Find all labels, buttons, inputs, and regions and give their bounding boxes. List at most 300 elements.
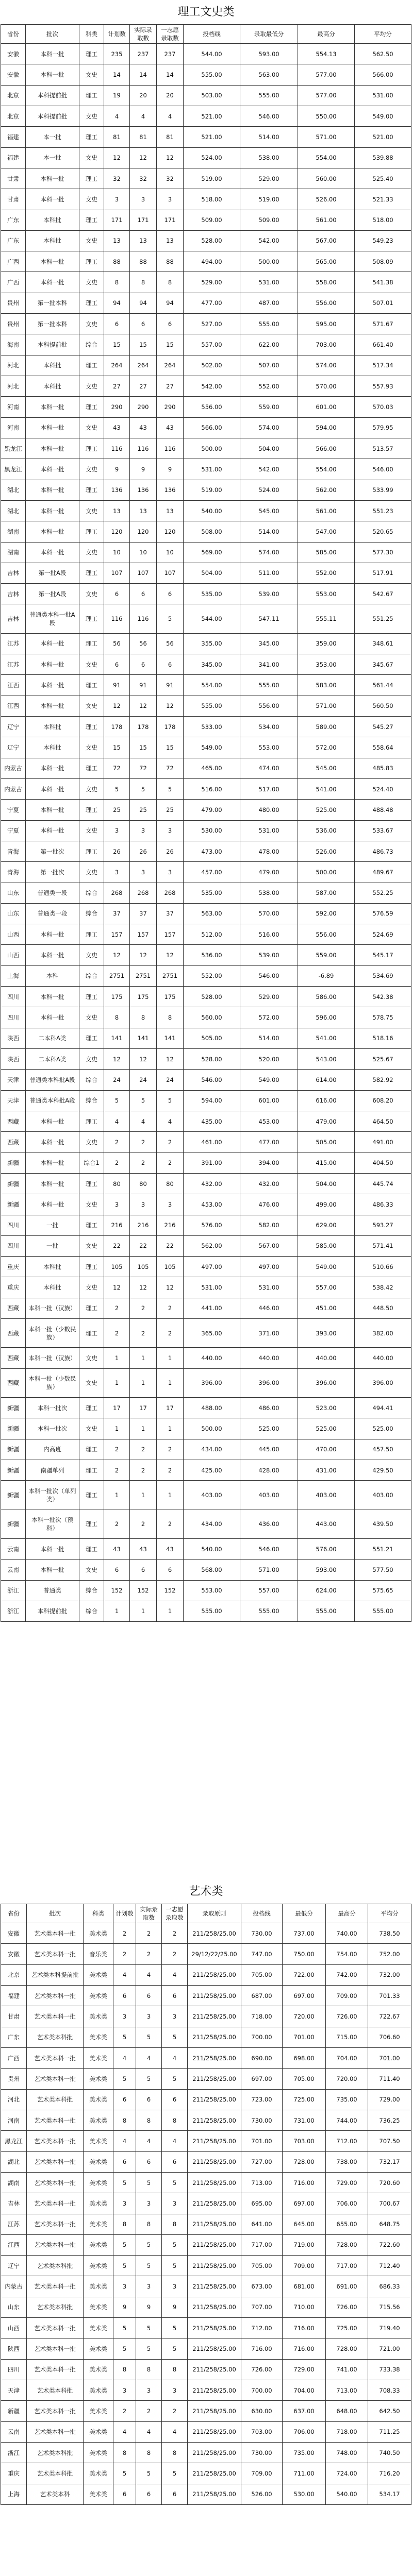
table-cell: 文史 xyxy=(79,459,104,480)
table-cell: 508.09 xyxy=(355,251,411,272)
table-cell: 715.00 xyxy=(326,2027,368,2047)
table-cell: 715.56 xyxy=(368,2297,411,2317)
table-cell: 2 xyxy=(136,1944,162,1964)
table-cell: 81 xyxy=(130,127,157,147)
table-cell: 1 xyxy=(157,1348,184,1368)
table-cell: 728.00 xyxy=(283,2151,326,2172)
table-cell: 56 xyxy=(157,633,184,654)
table-cell: 701.00 xyxy=(368,2048,411,2069)
table-row xyxy=(1,64,411,85)
table-cell: 文史 xyxy=(79,945,104,965)
table-cell: 19 xyxy=(104,85,130,106)
table-cell: 6 xyxy=(157,654,184,675)
table-cell: 3 xyxy=(113,2193,136,2214)
table-cell: 美术类 xyxy=(84,2234,113,2255)
table-cell: 539.00 xyxy=(240,945,298,965)
table-cell: 26 xyxy=(130,841,157,861)
table-cell: 5 xyxy=(136,2338,162,2359)
table-cell: 525.40 xyxy=(355,168,411,189)
table-cell: 556.00 xyxy=(240,696,298,716)
table-cell: 432.00 xyxy=(240,1173,298,1194)
table-cell: 文史 xyxy=(79,1277,104,1298)
table-cell: 211/258/25.00 xyxy=(188,2276,241,2297)
table-cell: 216 xyxy=(130,1215,157,1235)
table-cell: 494.00 xyxy=(184,251,240,272)
table-cell: 1 xyxy=(104,1418,130,1439)
table-cell: 561.00 xyxy=(298,500,355,521)
table-cell: 403.00 xyxy=(298,1481,355,1510)
table-cell: 4 xyxy=(162,2421,188,2442)
table-cell: 13 xyxy=(130,230,157,251)
table-cell: 440.00 xyxy=(355,1348,411,1368)
table-cell: 江西 xyxy=(1,675,26,696)
table-cell: 555.11 xyxy=(298,604,355,633)
table-cell: 499.00 xyxy=(298,1194,355,1215)
table-cell: 32 xyxy=(157,168,184,189)
table-cell: 178 xyxy=(104,717,130,737)
table-cell: 理工 xyxy=(79,251,104,272)
table-cell: 107 xyxy=(157,563,184,583)
table-cell: 211/258/25.00 xyxy=(188,2380,241,2401)
table-cell: 艺术类本科一批 xyxy=(27,2172,84,2193)
table-cell: 533.99 xyxy=(355,480,411,500)
table-cell: 2 xyxy=(130,1439,157,1460)
table-row xyxy=(1,210,411,230)
table-cell: 393.00 xyxy=(298,1319,355,1348)
table-cell: 2 xyxy=(130,1319,157,1348)
table-cell: 12 xyxy=(130,1277,157,1298)
table-cell: 211/258/25.00 xyxy=(188,2401,241,2421)
table-cell: 536.00 xyxy=(184,945,240,965)
table-row xyxy=(1,1194,411,1215)
table-cell: 175 xyxy=(104,987,130,1007)
table-cell: 理工 xyxy=(79,717,104,737)
table-cell: 本科批 xyxy=(26,355,79,376)
table-cell: 729.00 xyxy=(326,2172,368,2193)
table-cell: 558.00 xyxy=(298,272,355,293)
table-cell: 本科一批 xyxy=(26,44,79,64)
table-row xyxy=(1,1398,411,1418)
table-cell: 本科一批次 xyxy=(26,1418,79,1439)
table-cell: 738.50 xyxy=(368,1923,411,1944)
table-cell: 3 xyxy=(130,820,157,841)
table-cell: 本科一批 xyxy=(26,397,79,417)
table-cell: 141 xyxy=(104,1028,130,1048)
table-cell: 542.00 xyxy=(240,230,298,251)
table-cell: 5 xyxy=(162,2338,188,2359)
table-cell: 72 xyxy=(130,758,157,778)
table-cell: 641.00 xyxy=(241,2214,283,2234)
table-cell: 美术类 xyxy=(84,2131,113,2151)
table-cell: 新疆 xyxy=(1,1439,26,1460)
table-cell: 737.00 xyxy=(283,1923,326,1944)
table-cell: 艺术类本科批 xyxy=(27,2027,84,2047)
table-cell: 6 xyxy=(104,314,130,334)
table-cell: 艺术类本科一批 xyxy=(27,2359,84,2380)
table-row xyxy=(1,85,411,106)
table-cell: 美术类 xyxy=(84,2214,113,2234)
table-cell: 80 xyxy=(130,1173,157,1194)
table-cell: 6 xyxy=(130,584,157,604)
table-cell: 黑龙江 xyxy=(1,459,26,480)
table-cell: 艺术类本科批 xyxy=(27,2463,84,2484)
table-row xyxy=(1,127,411,147)
table-cell: 539.00 xyxy=(240,584,298,604)
table-cell: 578.75 xyxy=(355,1007,411,1028)
table-cell: 724.00 xyxy=(326,2463,368,2484)
table-cell: 本科一批 xyxy=(26,168,79,189)
table-header-row xyxy=(1,1904,411,1923)
table-cell: 辽宁 xyxy=(1,717,26,737)
table-cell: 文史 xyxy=(79,1348,104,1368)
column-header: 批次 xyxy=(26,25,79,44)
table-cell: 2 xyxy=(104,1319,130,1348)
table-cell: 711.00 xyxy=(283,2463,326,2484)
table-cell: 普通类一段 xyxy=(26,903,79,924)
table-cell: 1 xyxy=(157,1601,184,1621)
table-cell: 四川 xyxy=(1,1007,26,1028)
table-row xyxy=(1,1028,411,1048)
table-cell: 382.00 xyxy=(355,1319,411,1348)
table-cell: 595.00 xyxy=(298,314,355,334)
table-cell: 637.00 xyxy=(283,2401,326,2421)
table-cell: 4 xyxy=(157,1111,184,1131)
table-cell: 5 xyxy=(162,2318,188,2338)
table-cell: 山东 xyxy=(1,883,26,903)
table-cell: 136 xyxy=(130,480,157,500)
table-cell: 艺术类本科提前批 xyxy=(27,1964,84,1985)
table-cell: 理工 xyxy=(79,293,104,313)
table-cell: 理工 xyxy=(79,210,104,230)
table-cell: 艺术类本科一批 xyxy=(27,2048,84,2069)
table-cell: 171 xyxy=(104,210,130,230)
table-cell: 541.00 xyxy=(298,1028,355,1048)
table-cell: 538.00 xyxy=(240,147,298,168)
table-cell: 211/258/25.00 xyxy=(188,2463,241,2484)
column-header: 录取原则 xyxy=(188,1904,241,1923)
table-row xyxy=(1,521,411,542)
table-cell: 359.00 xyxy=(298,633,355,654)
column-header: 平均分 xyxy=(355,25,411,44)
table-cell: 湖南 xyxy=(1,521,26,542)
table-cell: 432.00 xyxy=(184,1173,240,1194)
table-cell: 河北 xyxy=(1,355,26,376)
table-cell: 西藏 xyxy=(1,1298,26,1318)
table-row xyxy=(1,2131,411,2151)
table-row xyxy=(1,459,411,480)
table-cell: 4 xyxy=(113,1964,136,1985)
table-cell: 5 xyxy=(162,2256,188,2276)
table-cell: 理工 xyxy=(79,1215,104,1235)
table-cell: 396.00 xyxy=(240,1368,298,1397)
table-cell: 3 xyxy=(104,862,130,883)
table-cell: 524.00 xyxy=(240,480,298,500)
table-cell: 5 xyxy=(113,2256,136,2276)
table-cell: 江苏 xyxy=(1,654,26,675)
table-cell: 549.00 xyxy=(240,1070,298,1090)
table-row xyxy=(1,883,411,903)
table-cell: 美术类 xyxy=(84,2151,113,2172)
table-cell: 4 xyxy=(104,106,130,126)
column-header: 最高分 xyxy=(326,1904,368,1923)
table-cell: 507.01 xyxy=(355,293,411,313)
table-cell: 464.50 xyxy=(355,1111,411,1131)
table-cell: 海南 xyxy=(1,334,26,355)
table-row xyxy=(1,168,411,189)
column-header: 一志愿录取数 xyxy=(162,1904,188,1923)
table-cell: 3 xyxy=(136,2006,162,2027)
table-cell: 艺术类本科一批 xyxy=(27,2276,84,2297)
table-cell: 西藏 xyxy=(1,1368,26,1397)
table-cell: 26 xyxy=(157,841,184,861)
table-cell: 453.00 xyxy=(184,1194,240,1215)
table-cell: 519.00 xyxy=(184,480,240,500)
table-cell: 557.93 xyxy=(355,376,411,397)
table-cell: 582.92 xyxy=(355,1070,411,1090)
table-cell: 726.00 xyxy=(326,2006,368,2027)
table-cell: 美术类 xyxy=(84,2338,113,2359)
table-row xyxy=(1,1510,411,1538)
column-header: 投档线 xyxy=(184,25,240,44)
column-header: 投档线 xyxy=(241,1904,283,1923)
table-cell: 3 xyxy=(130,1194,157,1215)
table-cell: 6 xyxy=(136,1986,162,2006)
table-cell: 2 xyxy=(157,1298,184,1318)
table-cell: 普通类本科批A段 xyxy=(26,1070,79,1090)
table-cell: 583.00 xyxy=(298,675,355,696)
table-cell: 12 xyxy=(130,696,157,716)
table-cell: 新疆 xyxy=(1,1173,26,1194)
table-cell: 136 xyxy=(157,480,184,500)
table-row xyxy=(1,1153,411,1173)
table-cell: 561.00 xyxy=(298,210,355,230)
table-cell: 713.00 xyxy=(326,2380,368,2401)
table-cell: 河南 xyxy=(1,417,26,438)
table-cell: 8 xyxy=(104,272,130,293)
table-cell: 491.00 xyxy=(355,1132,411,1153)
table-row xyxy=(1,1481,411,1510)
table-cell: 541.38 xyxy=(355,272,411,293)
table-cell: 441.00 xyxy=(184,1298,240,1318)
table-cell: 710.00 xyxy=(283,2297,326,2317)
table-cell: 理工 xyxy=(79,1257,104,1277)
table-cell: 山西 xyxy=(1,924,26,945)
table-cell: 520.00 xyxy=(240,1049,298,1070)
table-cell: 10 xyxy=(104,542,130,563)
table-cell: 524.00 xyxy=(184,147,240,168)
table-cell: 2 xyxy=(162,1944,188,1964)
column-header: 批次 xyxy=(27,1904,84,1923)
table-cell: 12 xyxy=(157,696,184,716)
table-cell: 艺术类本科一批 xyxy=(27,2234,84,2255)
table-cell: 云南 xyxy=(1,1560,26,1580)
table-cell: 91 xyxy=(130,675,157,696)
table-cell: 8 xyxy=(113,2110,136,2130)
table-cell: 艺术类本科一批 xyxy=(27,2069,84,2089)
table-cell: 文史 xyxy=(79,820,104,841)
table-cell: 4 xyxy=(162,2048,188,2069)
table-cell: 505.00 xyxy=(298,1132,355,1153)
table-cell: 722.60 xyxy=(368,2234,411,2255)
table-cell: 6 xyxy=(113,2484,136,2504)
table-cell: 752.00 xyxy=(368,1944,411,1964)
table-cell: 12 xyxy=(104,945,130,965)
table-cell: 10 xyxy=(157,542,184,563)
table-cell: 天津 xyxy=(1,1070,26,1090)
table-cell: 本科提前批 xyxy=(26,334,79,355)
table-cell: 557.00 xyxy=(184,334,240,355)
table-cell: 571.00 xyxy=(298,127,355,147)
table-cell: 2 xyxy=(157,1132,184,1153)
table-cell: 8 xyxy=(162,2359,188,2380)
table-cell: 477.00 xyxy=(240,1132,298,1153)
table-cell: 本科一批 xyxy=(26,1194,79,1215)
table-cell: 理工 xyxy=(79,841,104,861)
table-row xyxy=(1,272,411,293)
table-cell: 广东 xyxy=(1,210,26,230)
table-cell: 甘肃 xyxy=(1,2006,27,2027)
table-cell: 741.00 xyxy=(326,2359,368,2380)
table-cell: 文史 xyxy=(79,584,104,604)
table-cell: 本科一批 xyxy=(26,1007,79,1028)
table-cell: 8 xyxy=(104,1007,130,1028)
table-cell: 211/258/25.00 xyxy=(188,2297,241,2317)
table-cell: 15 xyxy=(157,737,184,758)
table-cell: 88 xyxy=(104,251,130,272)
table-cell: 内蒙古 xyxy=(1,778,26,799)
table-cell: 594.00 xyxy=(298,417,355,438)
table-cell: 艺术类本科一批 xyxy=(27,2214,84,2234)
table-cell: 5 xyxy=(136,2172,162,2193)
table-cell: 湖北 xyxy=(1,2151,27,2172)
table-row xyxy=(1,2463,411,2484)
table-cell: 新疆 xyxy=(1,1481,26,1510)
column-header: 最低分 xyxy=(283,1904,326,1923)
table-cell: 理工 xyxy=(79,521,104,542)
table-cell: 2 xyxy=(130,1132,157,1153)
table-cell: 476.00 xyxy=(240,1194,298,1215)
table-cell: 703.00 xyxy=(283,2131,326,2151)
table-cell: 文史 xyxy=(79,64,104,85)
table-cell: 理工 xyxy=(79,1481,104,1510)
table-row xyxy=(1,1319,411,1348)
table-cell: 浙江 xyxy=(1,1580,26,1601)
table-row xyxy=(1,2276,411,2297)
table-cell: 3 xyxy=(130,189,157,210)
table-cell: 综合 xyxy=(79,1090,104,1111)
table-row xyxy=(1,293,411,313)
table-cell: 湖北 xyxy=(1,500,26,521)
table-cell: 艺术类本科批 xyxy=(27,2442,84,2463)
table-cell: 431.00 xyxy=(298,1460,355,1480)
table-cell: 453.00 xyxy=(240,1111,298,1131)
table-cell: 716.00 xyxy=(283,2172,326,2193)
table-cell: 507.00 xyxy=(240,355,298,376)
table-cell: 17 xyxy=(104,1398,130,1418)
table-row xyxy=(1,1368,411,1397)
table-cell: 本科提前批 xyxy=(26,85,79,106)
table-cell: 艺术类本科一批 xyxy=(27,2401,84,2421)
table-cell: 理工 xyxy=(79,1173,104,1194)
table-cell: 560.50 xyxy=(355,696,411,716)
table-cell: 8 xyxy=(113,2442,136,2463)
table-cell: 500.00 xyxy=(298,862,355,883)
art-section-title: 艺术类 xyxy=(189,1885,223,1899)
table-cell: 福建 xyxy=(1,1986,27,2006)
table-cell: 556.00 xyxy=(184,397,240,417)
table-cell: 116 xyxy=(130,604,157,633)
table-cell: 15 xyxy=(104,334,130,355)
table-cell: 712.40 xyxy=(368,2256,411,2276)
table-cell: 105 xyxy=(130,1257,157,1277)
table-cell: 521.00 xyxy=(184,127,240,147)
table-cell: 559.00 xyxy=(298,945,355,965)
table-cell: 43 xyxy=(104,417,130,438)
table-cell: 4 xyxy=(113,2048,136,2069)
table-cell: 8 xyxy=(130,1007,157,1028)
table-cell: 709.00 xyxy=(326,1986,368,2006)
column-header: 科类 xyxy=(84,1904,113,1923)
table-cell: 4 xyxy=(157,106,184,126)
table-cell: 理工 xyxy=(79,127,104,147)
table-cell: 25 xyxy=(130,800,157,820)
table-cell: 72 xyxy=(157,758,184,778)
table-cell: 本科一批 xyxy=(26,417,79,438)
table-cell: 429.50 xyxy=(355,1460,411,1480)
table-cell: 576.00 xyxy=(184,1215,240,1235)
table-cell: 24 xyxy=(157,1070,184,1090)
table-cell: 2 xyxy=(113,1923,136,1944)
table-cell: 720.00 xyxy=(326,2069,368,2089)
table-cell: 福建 xyxy=(1,147,26,168)
table-cell: 486.73 xyxy=(355,841,411,861)
table-cell: 546.00 xyxy=(240,965,298,986)
table-cell: 美术类 xyxy=(84,2172,113,2193)
table-row xyxy=(1,1049,411,1070)
table-cell: 700.00 xyxy=(241,2380,283,2401)
table-cell: 3 xyxy=(162,2006,188,2027)
table-cell: 528.00 xyxy=(184,1049,240,1070)
table-row xyxy=(1,1439,411,1460)
table-cell: 14 xyxy=(104,64,130,85)
table-cell: 本科一批 xyxy=(26,251,79,272)
table-cell: 721.00 xyxy=(368,2338,411,2359)
table-cell: 理工 xyxy=(79,168,104,189)
table-row xyxy=(1,800,411,820)
table-row xyxy=(1,1923,411,1944)
table-cell: 116 xyxy=(130,438,157,459)
table-cell: 480.00 xyxy=(240,800,298,820)
table-cell: 文史 xyxy=(79,737,104,758)
table-cell: 22 xyxy=(130,1235,157,1256)
table-cell: 43 xyxy=(104,1538,130,1559)
table-cell: 716.00 xyxy=(283,2338,326,2359)
table-cell: 27 xyxy=(130,376,157,397)
table-cell: 综合 xyxy=(79,903,104,924)
table-row xyxy=(1,2359,411,2380)
table-cell: 12 xyxy=(157,1049,184,1070)
table-row xyxy=(1,1111,411,1131)
table-cell: 13 xyxy=(130,500,157,521)
table-cell: 91 xyxy=(157,675,184,696)
table-cell: 安徽 xyxy=(1,1944,27,1964)
table-cell: 陕西 xyxy=(1,1028,26,1048)
table-cell: 94 xyxy=(130,293,157,313)
table-cell: 河北 xyxy=(1,376,26,397)
table-row xyxy=(1,820,411,841)
table-cell: 264 xyxy=(104,355,130,376)
table-cell: 529.00 xyxy=(240,987,298,1007)
